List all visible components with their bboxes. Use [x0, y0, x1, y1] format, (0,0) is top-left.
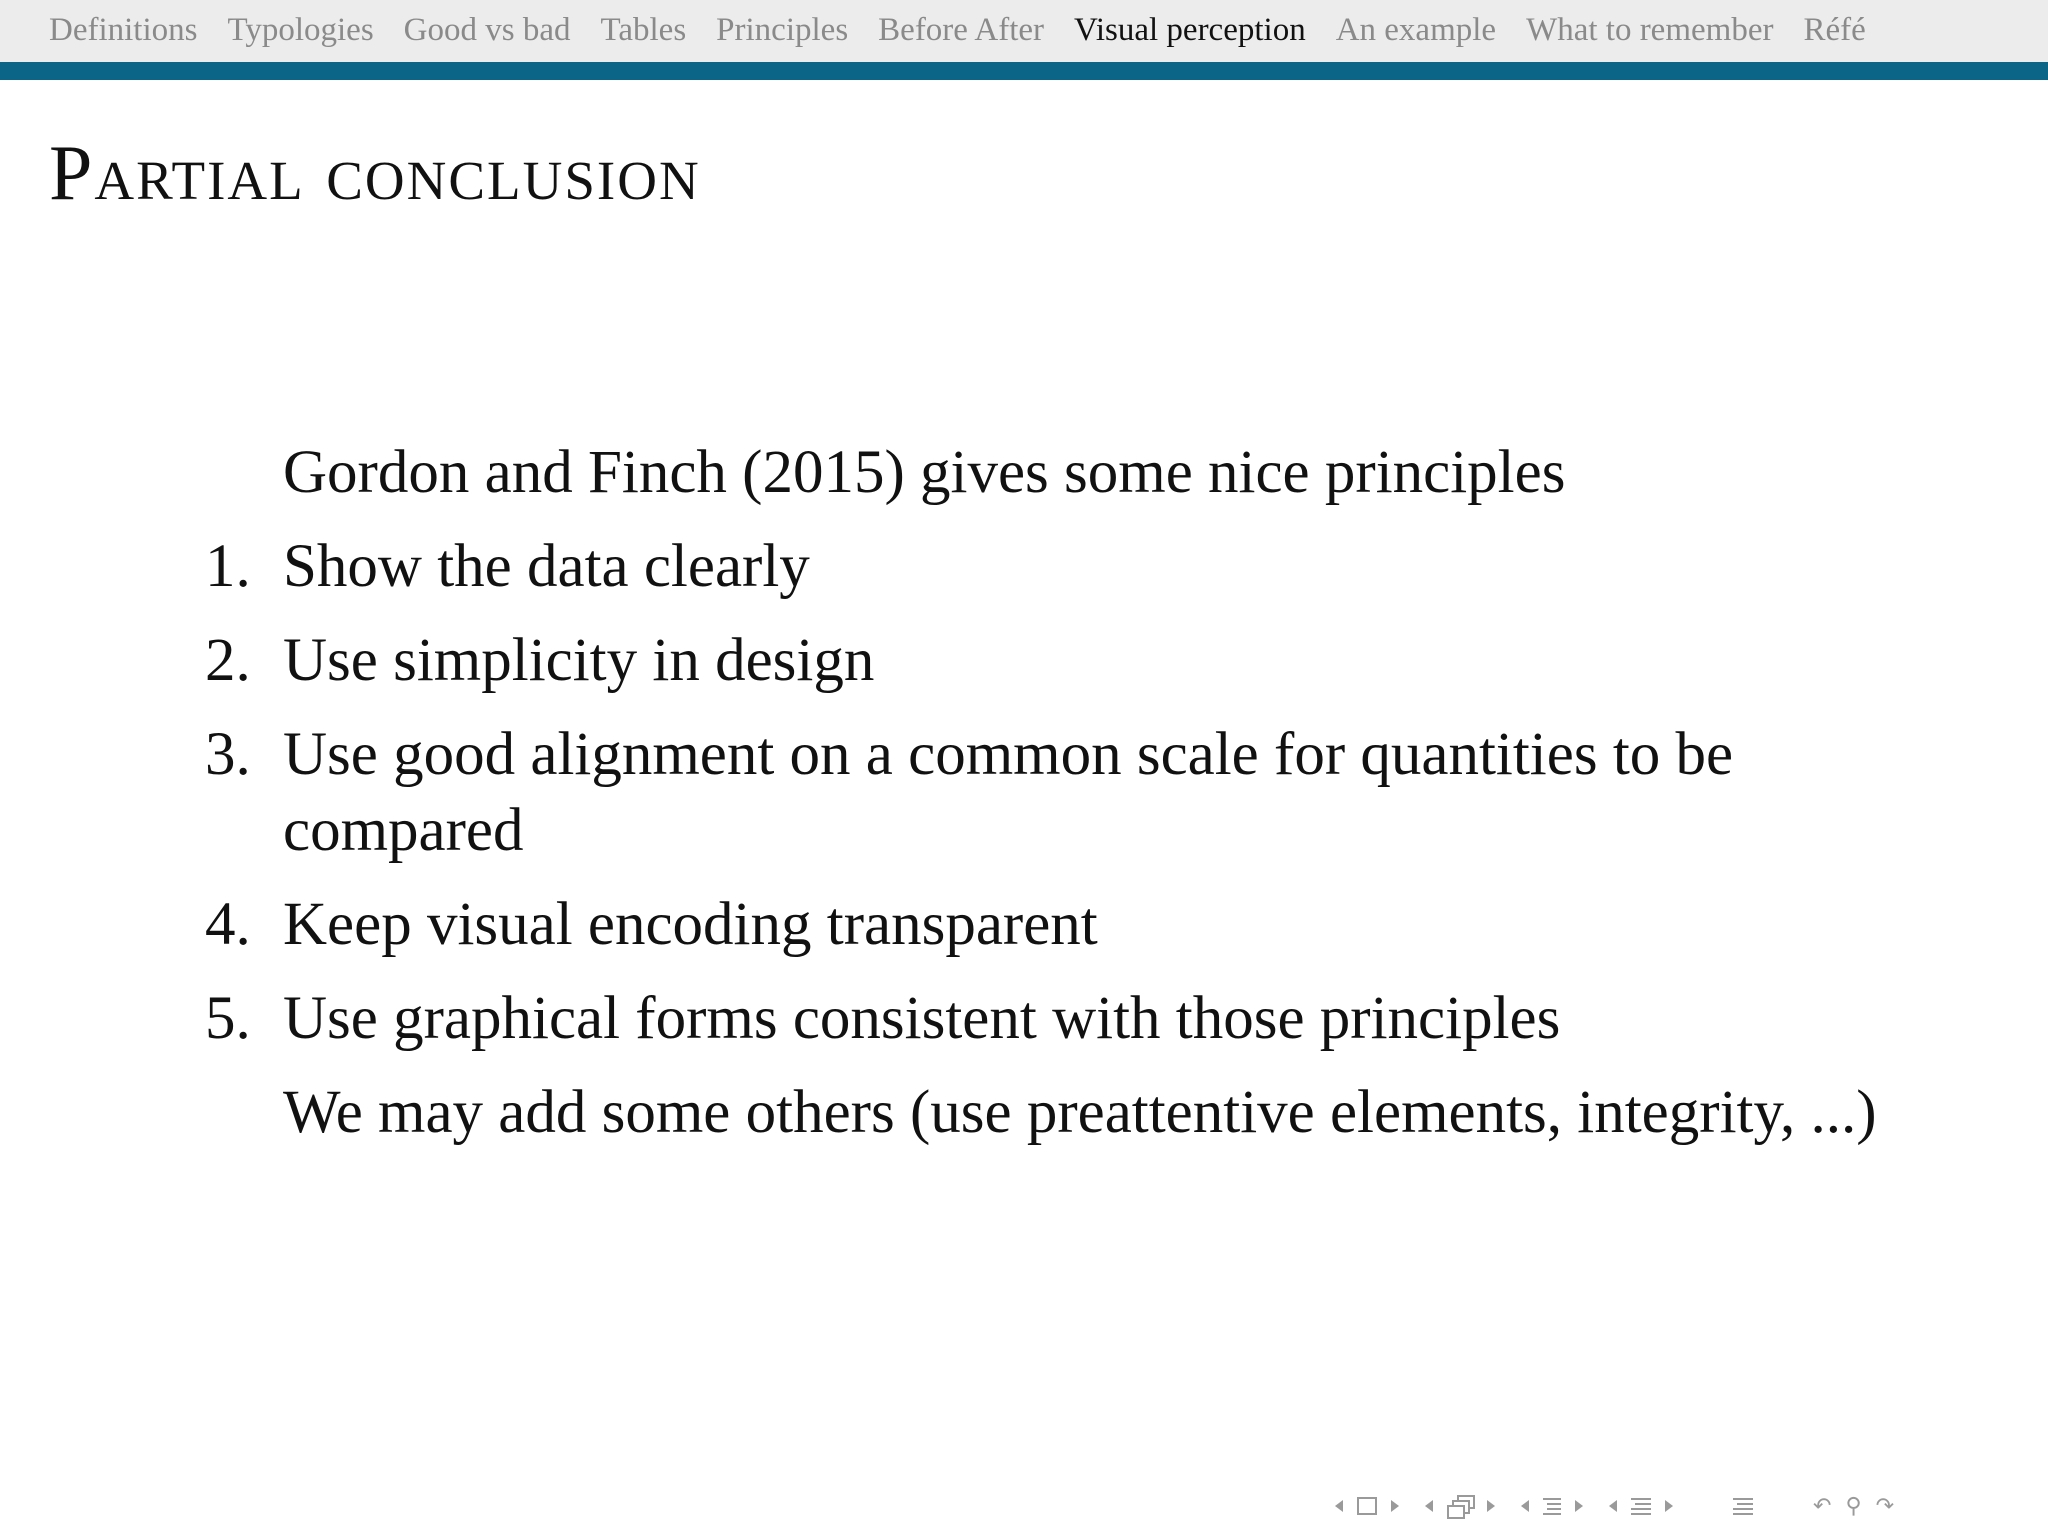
principle-number: 5.: [205, 985, 251, 1052]
principle-text: Use graphical forms consistent with those principles: [283, 985, 1561, 1052]
slide-body: [200, 435, 1900, 1151]
section-icon[interactable]: [1631, 1488, 1651, 1524]
principle-text: Use good alignment on a common scale for quantities to be compared: [283, 721, 1734, 864]
prev-slide-icon[interactable]: [1335, 1488, 1343, 1524]
section-link-principles[interactable]: Principles: [716, 12, 849, 48]
frame-title: Partial conclusion: [49, 129, 701, 216]
prev-section-icon[interactable]: [1609, 1488, 1617, 1524]
principle-text: Show the data clearly: [283, 533, 810, 600]
section-navigation-bar: [0, 0, 2048, 62]
principle-text: Keep visual encoding transparent: [283, 891, 1098, 958]
section-links: [49, 8, 1866, 52]
section-link-an-example[interactable]: An example: [1335, 12, 1497, 48]
subsection-icon[interactable]: [1543, 1488, 1561, 1524]
prev-frame-icon[interactable]: [1425, 1488, 1433, 1524]
header-accent-rule: [0, 62, 2048, 80]
back-icon[interactable]: ↶: [1813, 1493, 1832, 1519]
section-link-before-after[interactable]: Before After: [878, 12, 1044, 48]
principle-number: 4.: [205, 891, 251, 958]
next-subsection-icon[interactable]: [1575, 1488, 1583, 1524]
outro-text: We may add some others (use preattentive elements, integrity, ...): [283, 1079, 1877, 1146]
slide-icon[interactable]: [1357, 1488, 1377, 1524]
beamer-navigation-symbols: [1335, 1488, 2035, 1524]
frame-icon[interactable]: [1447, 1488, 1473, 1524]
search-icon[interactable]: ⚲: [1845, 1493, 1862, 1519]
forward-icon[interactable]: ↷: [1875, 1493, 1894, 1519]
section-link-r-f[interactable]: Réfé: [1803, 12, 1866, 48]
principle-number: 2.: [205, 627, 251, 694]
next-section-icon[interactable]: [1665, 1488, 1673, 1524]
next-slide-icon[interactable]: [1391, 1488, 1399, 1524]
principle-text: Use simplicity in design: [283, 627, 875, 694]
principle-item: [200, 529, 1900, 605]
principle-item: [200, 887, 1900, 963]
principle-item: [200, 717, 1900, 869]
section-link-typologies[interactable]: Typologies: [227, 12, 374, 48]
principle-number: 3.: [205, 721, 251, 788]
section-link-visual-perception[interactable]: Visual perception: [1074, 12, 1306, 48]
principle-item: [200, 623, 1900, 699]
prev-subsection-icon[interactable]: [1521, 1488, 1529, 1524]
principles-list: [200, 529, 1900, 1057]
section-link-tables[interactable]: Tables: [600, 12, 687, 48]
principle-item: [200, 981, 1900, 1057]
intro-text: Gordon and Finch (2015) gives some nice principles: [283, 439, 1566, 506]
section-link-good-vs-bad[interactable]: Good vs bad: [403, 12, 571, 48]
next-frame-icon[interactable]: [1487, 1488, 1495, 1524]
section-link-definitions[interactable]: Definitions: [49, 12, 198, 48]
appendix-icon[interactable]: [1733, 1488, 1753, 1524]
section-link-what-to-remember[interactable]: What to remember: [1526, 12, 1774, 48]
principle-number: 1.: [205, 533, 251, 600]
